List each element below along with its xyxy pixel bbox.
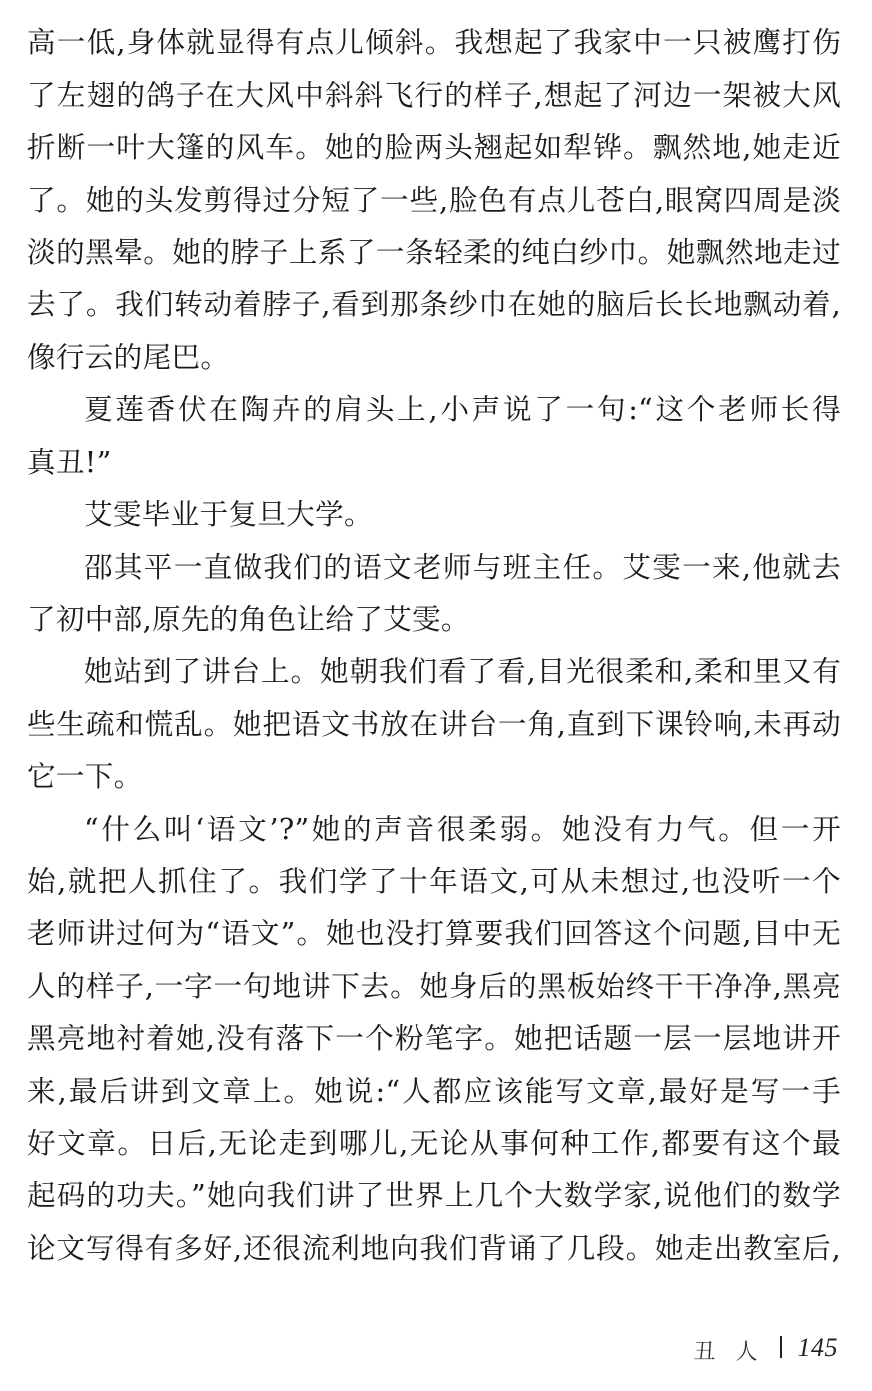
text-line-8: 夏莲香伏在陶卉的肩头上,小声说了一句:“这个老师长得 (84, 392, 841, 426)
text-line-23: 起码的功夫。”她向我们讲了世界上几个大数学家,说他们的数学 (27, 1178, 841, 1212)
text-line-1: 高一低,身体就显得有点儿倾斜。我想起了我家中一只被鹰打伤 (27, 25, 841, 59)
text-line-2: 了左翅的鸽子在大风中斜斜飞行的样子,想起了河边一架被大风 (27, 78, 841, 112)
text-line-21: 来,最后讲到文章上。她说:“人都应该能写文章,最好是写一手 (27, 1074, 841, 1108)
text-line-20: 黑亮地衬着她,没有落下一个粉笔字。她把话题一层一层地讲开 (27, 1021, 841, 1055)
text-line-4: 了。她的头发剪得过分短了一些,脸色有点儿苍白,眼窝四周是淡 (27, 183, 841, 217)
text-line-22: 好文章。日后,无论走到哪儿,无论从事何种工作,都要有这个最 (27, 1126, 841, 1160)
text-line-16: “什么叫‘语文’?”她的声音很柔弱。她没有力气。但一开 (84, 812, 841, 846)
text-line-12: 了初中部,原先的角色让给了艾雯。 (27, 602, 470, 636)
text-line-24: 论文写得有多好,还很流利地向我们背诵了几段。她走出教室后, (27, 1231, 841, 1265)
text-line-15: 它一下。 (27, 759, 143, 793)
text-line-5: 淡的黑晕。她的脖子上系了一条轻柔的纯白纱巾。她飘然地走过 (27, 235, 841, 269)
text-line-9: 真丑!” (27, 445, 112, 479)
text-line-6: 去了。我们转动着脖子,看到那条纱巾在她的脑后长长地飘动着, (27, 287, 841, 321)
text-line-3: 折断一叶大篷的风车。她的脸两头翘起如犁铧。飘然地,她走近 (27, 130, 841, 164)
text-line-11: 邵其平一直做我们的语文老师与班主任。艾雯一来,他就去 (84, 550, 841, 584)
running-title: 丑人 (693, 1339, 778, 1365)
text-line-13: 她站到了讲台上。她朝我们看了看,目光很柔和,柔和里又有 (84, 654, 841, 688)
text-line-19: 人的样子,一字一句地讲下去。她身后的黑板始终干干净净,黑亮 (27, 969, 841, 1003)
text-line-10: 艾雯毕业于复旦大学。 (84, 497, 373, 531)
text-line-18: 老师讲过何为“语文”。她也没打算要我们回答这个问题,目中无 (27, 916, 841, 950)
page-number: 145 (797, 1333, 838, 1362)
page-footer (693, 1332, 838, 1368)
text-line-7: 像行云的尾巴。 (27, 340, 230, 374)
footer-divider (780, 1336, 782, 1358)
text-line-14: 些生疏和慌乱。她把语文书放在讲台一角,直到下课铃响,未再动 (27, 707, 841, 741)
text-line-17: 始,就把人抓住了。我们学了十年语文,可从未想过,也没听一个 (27, 864, 841, 898)
